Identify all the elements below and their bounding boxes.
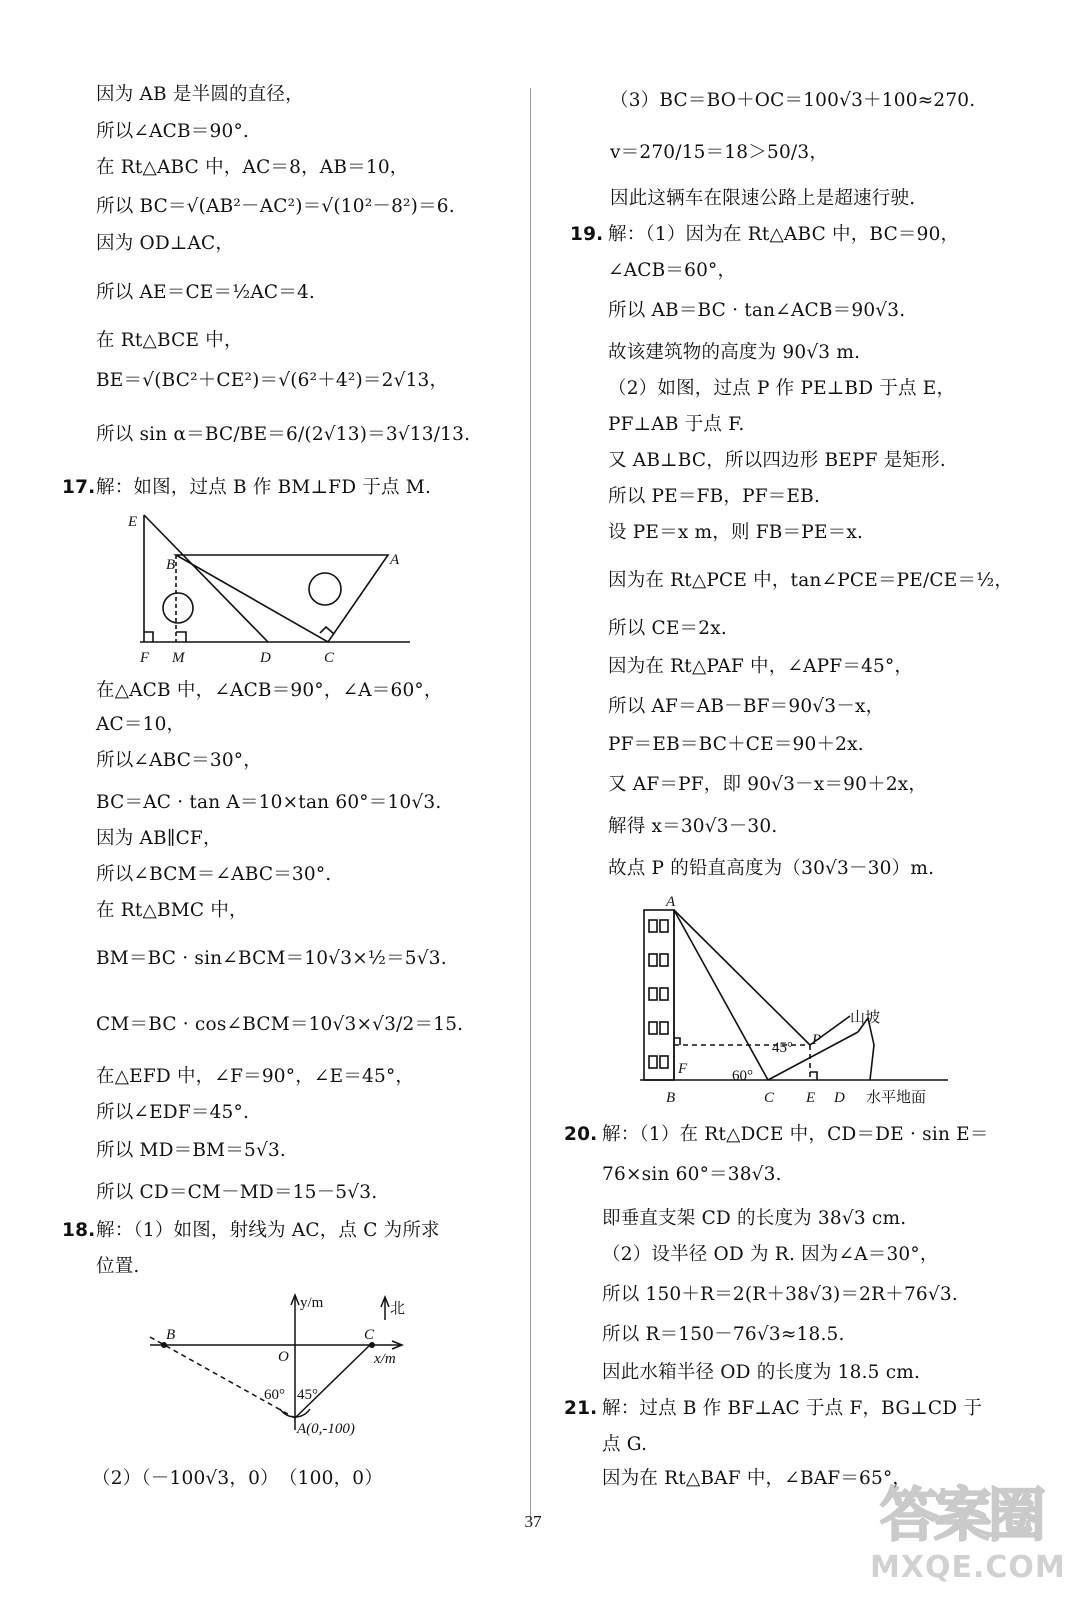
label-x: x/m — [374, 1351, 396, 1367]
right-angle-m — [176, 632, 186, 642]
text-line: 所以 AE＝CE＝½AC＝4. — [96, 282, 316, 303]
right-angle-f — [144, 632, 153, 642]
text-line: 所以 R＝150－76√3≈18.5. — [602, 1324, 845, 1345]
watermark — [860, 1450, 1066, 1598]
text-line: 解：（1）如图，射线为 AC，点 C 为所求 — [96, 1220, 440, 1241]
label-angle-45: 45° — [297, 1387, 318, 1403]
text-line: 点 G. — [602, 1434, 648, 1455]
text-line: 在△ACB 中，∠ACB＝90°，∠A＝60°， — [96, 680, 443, 701]
text-line: 因为在 Rt△PCE 中，tan∠PCE＝PE/CE＝½， — [608, 570, 1014, 591]
watermark-logo: 答案圈 — [880, 1481, 1043, 1549]
label-b: B — [166, 557, 176, 573]
label-a: A — [666, 894, 676, 910]
label-north: 北 — [390, 1301, 406, 1317]
text-line: BE＝√(BC²＋CE²)＝√(6²＋4²)＝2√13， — [96, 370, 449, 391]
text-line: PF＝EB＝BC＋CE＝90＋2x. — [608, 734, 864, 755]
question-number-17: 17. — [62, 477, 96, 498]
text-line: 所以∠EDF＝45°. — [96, 1102, 250, 1123]
text-line: 所以 AF＝AB－BF＝90√3－x， — [608, 696, 885, 717]
label-c: C — [324, 650, 335, 666]
figure-19 — [630, 890, 960, 1112]
window — [660, 954, 668, 966]
text-line: 在△EFD 中，∠F＝90°，∠E＝45°， — [96, 1066, 415, 1087]
segment-ed — [144, 515, 268, 642]
text-line: 所以∠BCM＝∠ABC＝30°. — [96, 864, 332, 885]
label-d: D — [834, 1090, 845, 1106]
label-p: P — [812, 1032, 822, 1048]
text-line: 所以∠ABC＝30°， — [96, 750, 262, 771]
text-line: 又 AF＝PF，即 90√3－x＝90＋2x， — [608, 774, 928, 795]
right-angle-f — [674, 1038, 680, 1045]
label-m: M — [172, 650, 185, 666]
text-line: 解：（1）在 Rt△DCE 中，CD＝DE · sin E＝ — [602, 1124, 989, 1145]
text-line: 所以 150＋R＝2(R＋38√3)＝2R＋76√3. — [602, 1284, 958, 1305]
label-o: O — [278, 1349, 289, 1365]
label-e: E — [806, 1090, 816, 1106]
window — [649, 920, 657, 932]
window — [660, 1022, 668, 1034]
text-line: 位置. — [96, 1256, 140, 1277]
text-line: 设 PE＝x m，则 FB＝PE＝x. — [608, 522, 864, 543]
figure-17 — [120, 505, 420, 665]
text-line: v＝270/15＝18＞50/3， — [610, 142, 829, 163]
text-line: 所以 MD＝BM＝5√3. — [96, 1140, 287, 1161]
label-b: B — [166, 1327, 176, 1343]
text-line: 解：（1）因为在 Rt△ABC 中，BC＝90， — [608, 224, 960, 245]
segment-ab — [150, 1337, 295, 1418]
text-line: 所以 AB＝BC · tan∠ACB＝90√3. — [608, 300, 906, 321]
label-b: B — [666, 1090, 676, 1106]
question-number-20: 20. — [564, 1124, 598, 1145]
text-line: 所以 PE＝FB，PF＝EB. — [608, 486, 821, 507]
text-line: （2）设半径 OD 为 R. 因为∠A＝30°， — [602, 1244, 939, 1265]
text-line: BM＝BC · sin∠BCM＝10√3×½＝5√3. — [96, 948, 447, 969]
label-a: A(0,-100) — [297, 1421, 355, 1437]
window — [649, 1022, 657, 1034]
text-line: PF⊥AB 于点 F. — [608, 414, 745, 435]
question-number-21: 21. — [564, 1398, 598, 1419]
label-f: F — [678, 1061, 688, 1077]
slope-edge — [858, 1018, 874, 1080]
segment-ac — [674, 910, 768, 1080]
window — [649, 954, 657, 966]
label-y: y/m — [300, 1295, 324, 1311]
figure-18 — [140, 1285, 430, 1450]
text-line: 因为在 Rt△PAF 中，∠APF＝45°， — [608, 656, 914, 677]
text-line: 所以 CE＝2x. — [608, 618, 727, 639]
text-line: 所以∠ACB＝90°. — [96, 121, 249, 142]
ray-ac — [295, 1343, 372, 1418]
window — [660, 920, 668, 932]
window — [660, 1056, 668, 1068]
text-line: 因为 AB 是半圆的直径， — [96, 84, 304, 105]
text-line: （2）（－100√3，0） （100，0） — [92, 1468, 383, 1489]
text-line: 故点 P 的铅直高度为（30√3－30）m. — [608, 858, 935, 879]
text-line: 解：如图，过点 B 作 BM⊥FD 于点 M. — [96, 477, 432, 498]
question-number-19: 19. — [570, 224, 604, 245]
text-line: 即垂直支架 CD 的长度为 38√3 cm. — [602, 1208, 907, 1229]
label-mountain: 山坡 — [850, 1010, 881, 1026]
text-line: CM＝BC · cos∠BCM＝10√3×√3/2＝15. — [96, 1014, 464, 1035]
text-line: 在 Rt△BCE 中， — [96, 330, 243, 351]
text-line: 故该建筑物的高度为 90√3 m. — [608, 342, 861, 363]
text-line: （2）如图，过点 P 作 PE⊥BD 于点 E， — [608, 378, 956, 399]
triangle-abc — [176, 555, 388, 642]
text-line: 76×sin 60°＝38√3. — [602, 1164, 782, 1185]
page-number: 37 — [524, 1512, 542, 1531]
circle-large — [309, 573, 341, 605]
text-line: 因为在 Rt△BAF 中，∠BAF＝65°， — [602, 1468, 912, 1489]
text-line: BC＝AC · tan A＝10×tan 60°＝10√3. — [96, 792, 442, 813]
label-a: A — [390, 552, 400, 568]
column-divider — [530, 88, 531, 1518]
text-line: AC＝10， — [96, 714, 186, 735]
text-line: ∠ACB＝60°， — [608, 260, 737, 281]
label-e: E — [128, 514, 138, 530]
text-line: 在 Rt△BMC 中， — [96, 900, 248, 921]
text-line: 解：过点 B 作 BF⊥AC 于点 F，BG⊥CD 于 — [602, 1398, 983, 1419]
label-c: C — [764, 1090, 775, 1106]
circle-small — [163, 593, 193, 623]
label-angle-60: 60° — [732, 1068, 753, 1084]
window — [660, 988, 668, 1000]
text-line: 因此这辆车在限速公路上是超速行驶. — [610, 188, 916, 209]
text-line: 又 AB⊥BC，所以四边形 BEPF 是矩形. — [608, 450, 946, 471]
window — [649, 1056, 657, 1068]
text-line: 所以 CD＝CM－MD＝15－5√3. — [96, 1182, 378, 1203]
label-f: F — [140, 650, 150, 666]
text-line: 在 Rt△ABC 中，AC＝8，AB＝10， — [96, 157, 409, 178]
label-d: D — [260, 650, 271, 666]
segment-ap — [674, 910, 810, 1045]
label-c: C — [364, 1327, 375, 1343]
text-line: （3）BC＝BO＋OC＝100√3＋100≈270. — [610, 90, 976, 111]
window — [649, 988, 657, 1000]
text-line: 因为 OD⊥AC， — [96, 233, 235, 254]
label-ground: 水平地面 — [866, 1090, 927, 1106]
text-line: 因此水箱半径 OD 的长度为 18.5 cm. — [602, 1362, 921, 1383]
label-angle-60: 60° — [264, 1387, 285, 1403]
right-angle-e — [810, 1072, 817, 1080]
text-line: 所以 BC＝√(AB²－AC²)＝√(10²－8²)＝6. — [96, 196, 455, 217]
question-number-18: 18. — [62, 1220, 96, 1241]
text-line: 解得 x＝30√3－30. — [608, 816, 778, 837]
watermark-site: MXQE.COM — [870, 1550, 1066, 1585]
label-angle-45: 45° — [772, 1040, 793, 1056]
text-line: 所以 sin α＝BC/BE＝6/(2√13)＝3√13/13. — [96, 424, 471, 445]
text-line: 因为 AB∥CF， — [96, 828, 222, 849]
right-angle-c — [320, 627, 334, 634]
